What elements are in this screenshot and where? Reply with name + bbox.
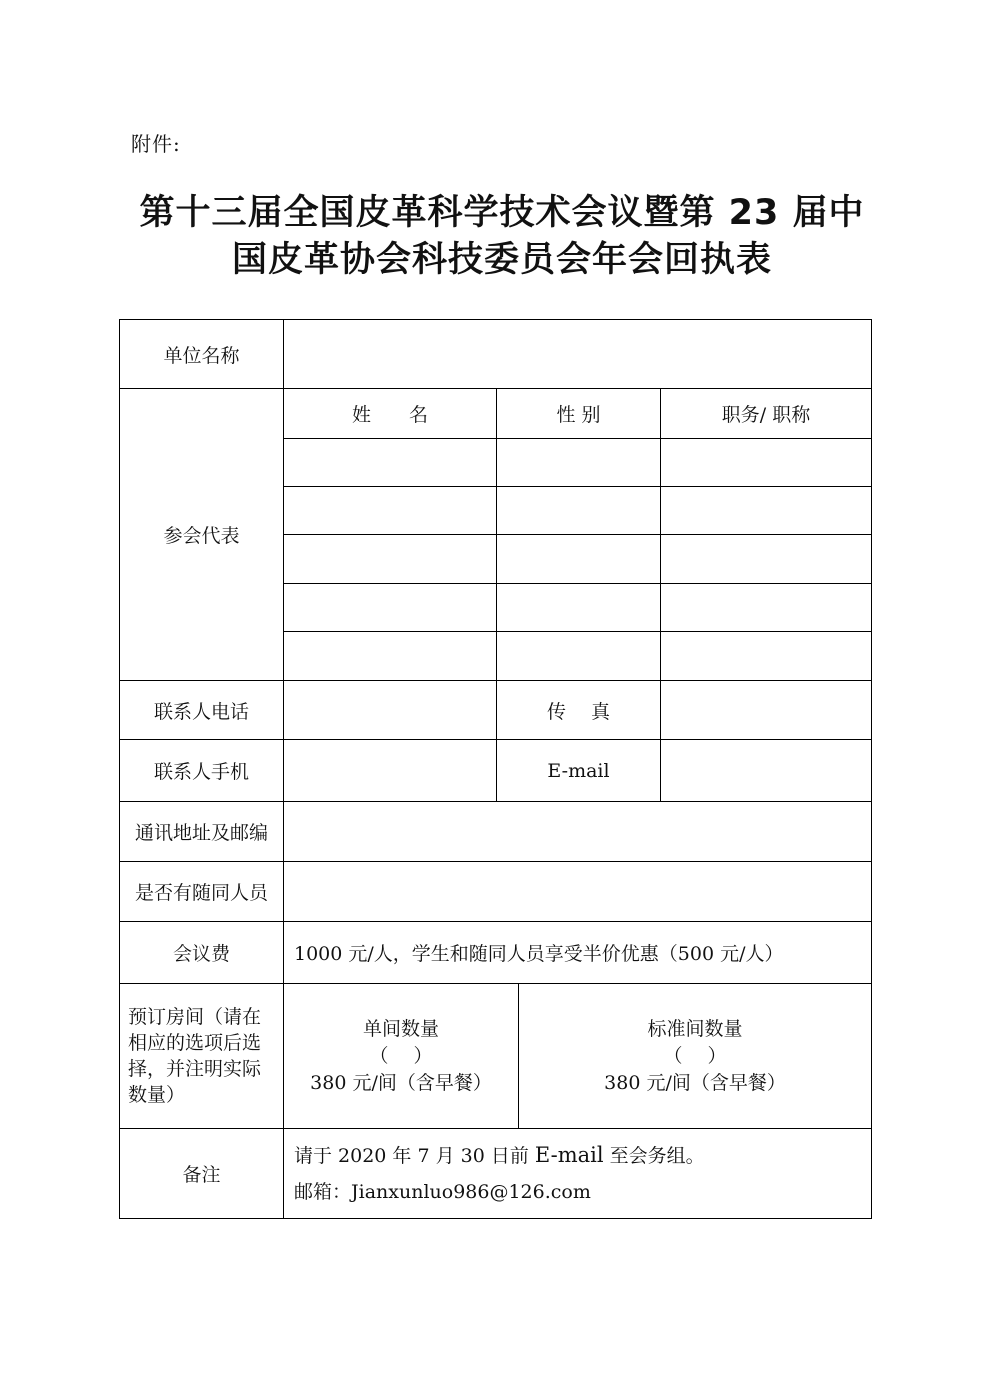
contact-phone-field[interactable] (284, 681, 497, 740)
contact-mobile-field[interactable] (284, 740, 497, 802)
address-label: 通讯地址及邮编 (120, 802, 284, 862)
address-field[interactable] (284, 802, 872, 862)
fax-label: 传 真 (497, 681, 661, 740)
col-gender-header: 性 别 (497, 389, 661, 439)
delegate-name-field[interactable] (284, 487, 497, 535)
title-line-2: 国皮革协会科技委员会年会回执表 (231, 240, 772, 280)
delegate-name-field[interactable] (284, 535, 497, 584)
delegate-name-field[interactable] (284, 439, 497, 487)
title-line-1: 第十三届全国皮革科学技术会议暨第 23 届中 (139, 193, 865, 233)
delegate-gender-field[interactable] (497, 487, 661, 535)
companion-label: 是否有随同人员 (120, 862, 284, 922)
delegate-name-field[interactable] (284, 584, 497, 632)
remark-line-1-a: 请于 2020 年 7 月 30 日前 (294, 1145, 535, 1167)
companion-field[interactable] (284, 862, 872, 922)
unit-name-label: 单位名称 (120, 320, 284, 389)
col-name-header: 姓 名 (284, 389, 497, 439)
fee-text: 1000 元/人，学生和随同人员享受半价优惠（500 元/人） (284, 922, 872, 984)
email-field[interactable] (661, 740, 872, 802)
annex-label: 附件: (131, 132, 181, 156)
standard-room-price: 380 元/间（含早餐） (604, 1071, 786, 1094)
address-row (120, 802, 872, 862)
contact-phone-label: 联系人电话 (120, 681, 284, 740)
email-label: E-mail (497, 740, 661, 802)
remark-email-word: E-mail (534, 1143, 604, 1167)
single-room-price: 380 元/间（含早餐） (310, 1071, 492, 1094)
delegates-header-row (120, 389, 872, 439)
registration-form-table (119, 319, 872, 1219)
standard-room-cell[interactable] (519, 984, 872, 1129)
col-title-header: 职务/ 职称 (661, 389, 872, 439)
delegate-title-field[interactable] (661, 584, 872, 632)
page-title (100, 190, 904, 284)
delegate-name-field[interactable] (284, 632, 497, 681)
single-room-label: 单间数量 (362, 1017, 439, 1040)
unit-name-field[interactable] (284, 320, 872, 389)
delegate-title-field[interactable] (661, 535, 872, 584)
standard-room-quantity[interactable]: （ ） (663, 1044, 727, 1067)
companion-row (120, 862, 872, 922)
contact-phone-row (120, 681, 872, 740)
remark-row (120, 1129, 872, 1219)
room-booking-row (120, 984, 872, 1129)
fee-label: 会议费 (120, 922, 284, 984)
delegate-title-field[interactable] (661, 487, 872, 535)
fee-row (120, 922, 872, 984)
delegate-gender-field[interactable] (497, 584, 661, 632)
remark-line-1-b: 至会务组。 (603, 1145, 705, 1167)
remark-line-1 (294, 1137, 861, 1174)
remark-label: 备注 (120, 1129, 284, 1219)
room-booking-label: 预订房间（请在相应的选项后选择，并注明实际数量） (120, 984, 284, 1129)
delegate-gender-field[interactable] (497, 535, 661, 584)
delegate-gender-field[interactable] (497, 632, 661, 681)
remark-text (284, 1129, 872, 1219)
delegate-title-field[interactable] (661, 632, 872, 681)
unit-name-row (120, 320, 872, 389)
standard-room-label: 标准间数量 (647, 1017, 743, 1040)
contact-mobile-label: 联系人手机 (120, 740, 284, 802)
contact-mobile-row (120, 740, 872, 802)
delegate-gender-field[interactable] (497, 439, 661, 487)
remark-mailbox: 邮箱：Jianxunluo986@126.com (294, 1181, 591, 1203)
fax-field[interactable] (661, 681, 872, 740)
delegates-label: 参会代表 (120, 389, 284, 681)
single-room-cell[interactable] (284, 984, 519, 1129)
single-room-quantity[interactable]: （ ） (369, 1044, 433, 1067)
delegate-title-field[interactable] (661, 439, 872, 487)
